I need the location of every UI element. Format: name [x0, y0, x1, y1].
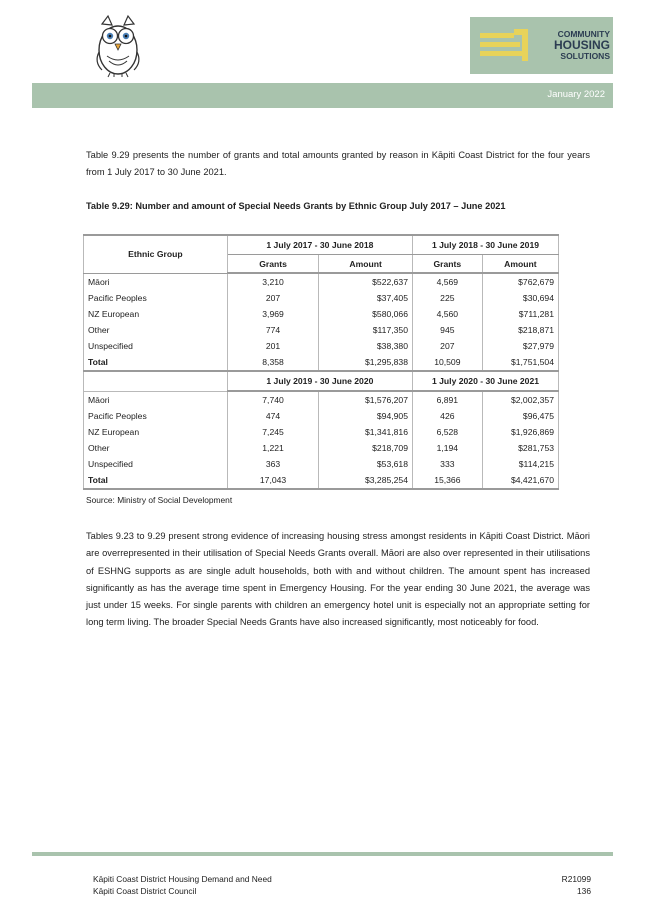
grants-cell: 474 — [227, 408, 319, 424]
owl-logo-icon — [90, 14, 146, 78]
table-total-row — [84, 354, 559, 371]
amount-cell: $114,215 — [482, 456, 558, 472]
amount-cell: $522,637 — [319, 273, 413, 290]
grants-cell: 10,509 — [412, 354, 482, 371]
amount-cell: $38,380 — [319, 338, 413, 354]
table-row — [84, 408, 559, 424]
ethnic-group-cell: Pacific Peoples — [84, 290, 228, 306]
grants-cell: 201 — [227, 338, 319, 354]
grants-cell: 1,221 — [227, 440, 319, 456]
logo-line-community: COMMUNITY — [557, 29, 610, 39]
logo-line-solutions: SOLUTIONS — [560, 51, 610, 61]
table-source: Source: Ministry of Social Development — [86, 495, 233, 505]
header-date: January 2022 — [547, 89, 605, 100]
grants-column-header: Grants — [412, 255, 482, 274]
period-header: 1 July 2018 - 30 June 2019 — [412, 235, 558, 255]
grants-cell: 333 — [412, 456, 482, 472]
period-header: 1 July 2020 - 30 June 2021 — [412, 371, 558, 391]
grants-cell: 7,740 — [227, 391, 319, 408]
table-row — [84, 290, 559, 306]
footer-organisation: Kāpiti Coast District Council — [93, 886, 197, 896]
amount-cell: $218,709 — [319, 440, 413, 456]
amount-cell: $1,295,838 — [319, 354, 413, 371]
grants-cell: 1,194 — [412, 440, 482, 456]
grants-cell: 225 — [412, 290, 482, 306]
amount-cell: $4,421,670 — [482, 472, 558, 489]
footer-report-title: Kāpiti Coast District Housing Demand and Need — [93, 874, 272, 884]
amount-cell: $3,285,254 — [319, 472, 413, 489]
amount-cell: $1,926,869 — [482, 424, 558, 440]
amount-cell: $762,679 — [482, 273, 558, 290]
logo-line-housing: HOUSING — [553, 38, 610, 52]
community-housing-logo — [470, 17, 613, 74]
period-header: 1 July 2017 - 30 June 2018 — [227, 235, 412, 255]
table-header-row — [84, 235, 559, 255]
grants-cell: 426 — [412, 408, 482, 424]
logo-wordmark — [534, 29, 610, 62]
body-paragraph: Tables 9.23 to 9.29 present strong evidence of increasing housing stress amongst residents in Kāpiti Coast District. Māori are overrepresented in their utilisation of Special Needs Grants overall. Māori are also over represented in their utilisations of ESHNG supports as are single adult households, both with and without children. The amount spent has increased significantly as has the average time spent in Emergency Housing. For the year ending 30 June 2021, the average was just under 15 weeks. For single parents with children an emergency hotel unit is especially not an appropriate setting for long term living. The broader Special Needs Grants have also increased significantly, most noticeably for food. — [86, 531, 590, 628]
grants-cell: 3,969 — [227, 306, 319, 322]
ethnic-group-cell: Māori — [84, 391, 228, 408]
table-row — [84, 424, 559, 440]
ethnic-group-cell: NZ European — [84, 424, 228, 440]
amount-cell: $37,405 — [319, 290, 413, 306]
table-row — [84, 273, 559, 290]
page-number: 136 — [577, 886, 591, 896]
amount-cell: $30,694 — [482, 290, 558, 306]
table-row — [84, 306, 559, 322]
blank-header-cell — [84, 371, 228, 391]
grants-cell: 4,569 — [412, 273, 482, 290]
amount-cell: $117,350 — [319, 322, 413, 338]
grants-cell: 363 — [227, 456, 319, 472]
grants-cell: 15,366 — [412, 472, 482, 489]
table-row — [84, 322, 559, 338]
footer-rule — [32, 852, 613, 856]
amount-column-header: Amount — [319, 255, 413, 274]
grants-cell: 8,358 — [227, 354, 319, 371]
grants-cell: 17,043 — [227, 472, 319, 489]
amount-cell: $1,751,504 — [482, 354, 558, 371]
table-row — [84, 338, 559, 354]
amount-column-header: Amount — [482, 255, 558, 274]
grants-cell: 207 — [412, 338, 482, 354]
table-total-row — [84, 472, 559, 489]
amount-cell: $27,979 — [482, 338, 558, 354]
amount-cell: $53,618 — [319, 456, 413, 472]
amount-cell: $1,341,816 — [319, 424, 413, 440]
houses-logo-icon — [478, 27, 530, 63]
amount-cell: $96,475 — [482, 408, 558, 424]
amount-cell: $281,753 — [482, 440, 558, 456]
grants-column-header: Grants — [227, 255, 319, 274]
amount-cell: $218,871 — [482, 322, 558, 338]
header-banner — [32, 83, 613, 108]
table-row — [84, 391, 559, 408]
special-needs-grants-table — [83, 234, 559, 490]
grants-cell: 4,560 — [412, 306, 482, 322]
ethnic-group-cell: Māori — [84, 273, 228, 290]
table-header-row — [84, 371, 559, 391]
footer-report-ref: R21099 — [561, 874, 591, 884]
amount-cell: $94,905 — [319, 408, 413, 424]
ethnic-group-cell: Total — [84, 354, 228, 371]
grants-cell: 3,210 — [227, 273, 319, 290]
ethnic-group-cell: NZ European — [84, 306, 228, 322]
ethnic-group-cell: Other — [84, 322, 228, 338]
period-header: 1 July 2019 - 30 June 2020 — [227, 371, 412, 391]
amount-cell: $711,281 — [482, 306, 558, 322]
ethnic-group-cell: Unspecified — [84, 456, 228, 472]
intro-paragraph: Table 9.29 presents the number of grants and total amounts granted by reason in Kāpiti Coast District for the four years from 1 July 2017 to 30 June 2021. — [86, 150, 590, 178]
ethnic-group-header: Ethnic Group — [84, 235, 228, 273]
grants-cell: 945 — [412, 322, 482, 338]
table-caption: Table 9.29: Number and amount of Special Needs Grants by Ethnic Group July 2017 – June 2021 — [86, 201, 506, 211]
footer-left — [93, 873, 272, 897]
ethnic-group-cell: Total — [84, 472, 228, 489]
ethnic-group-cell: Unspecified — [84, 338, 228, 354]
grants-cell: 6,528 — [412, 424, 482, 440]
grants-cell: 774 — [227, 322, 319, 338]
table-row — [84, 440, 559, 456]
table-row — [84, 456, 559, 472]
ethnic-group-cell: Other — [84, 440, 228, 456]
amount-cell: $2,002,357 — [482, 391, 558, 408]
footer-right — [562, 873, 591, 897]
grants-cell: 6,891 — [412, 391, 482, 408]
amount-cell: $580,066 — [319, 306, 413, 322]
grants-cell: 7,245 — [227, 424, 319, 440]
amount-cell: $1,576,207 — [319, 391, 413, 408]
ethnic-group-cell: Pacific Peoples — [84, 408, 228, 424]
grants-cell: 207 — [227, 290, 319, 306]
